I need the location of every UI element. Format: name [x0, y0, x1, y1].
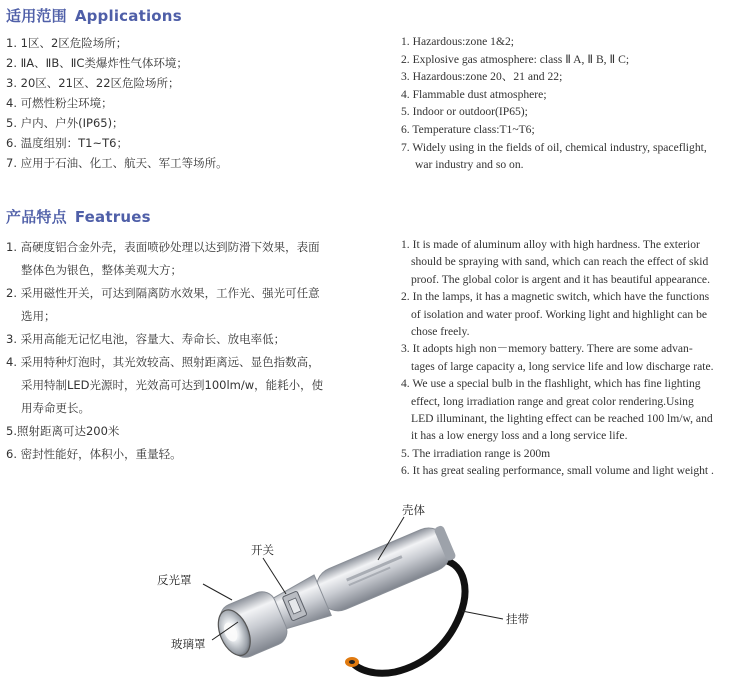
list-item-line: 3. It adopts high non－memory battery. There are some advan-	[401, 342, 693, 356]
list-item-line: 6. 密封性能好，体积小，重量轻。	[6, 447, 182, 461]
leader-line-reflector	[203, 584, 232, 600]
list-item-line: 1. 高硬度铝合金外壳，表面喷砂处理以达到防滑下效果，表面	[6, 240, 320, 254]
list-item-line: 5. The irradiation range is 200m	[401, 446, 551, 460]
features-title-en: Featrues	[74, 208, 151, 226]
list-item-line: 4. 采用特种灯泡时，其光效较高、照射距离远、显色指数高，	[6, 355, 320, 369]
list-item-line: 整体色为银色，整体美观大方；	[21, 263, 182, 277]
label-reflector: 反光罩	[157, 573, 192, 587]
list-item: 4. 可燃性粉尘环境；	[6, 96, 113, 110]
list-item-line: 4. We use a special bulb in the flashlight, which has fine lighting	[401, 377, 701, 391]
list-item: 3. 20区、21区、22区危险场所；	[6, 76, 180, 90]
label-switch: 开关	[251, 543, 274, 557]
list-item: 2. ⅡA、ⅡB、ⅡC类爆炸性气体环境；	[6, 56, 188, 70]
list-item-line: of isolation and water proof. Working light and highlight can be	[411, 307, 708, 321]
label-shell: 壳体	[402, 503, 425, 517]
list-item-line: should be spraying with sand, which can reach the effect of skid	[411, 255, 709, 269]
list-item-line: 选用；	[21, 309, 56, 323]
list-item: 5. Indoor or outdoor(IP65);	[401, 105, 528, 119]
list-item-line: war industry and so on.	[415, 158, 524, 172]
list-item-line: 5.照射距离可达200米	[6, 424, 120, 438]
applications-title-en: Applications	[74, 7, 182, 25]
list-item-line: it has a low energy loss and a long service life.	[411, 429, 628, 443]
list-item-line: LED illuminant, the lighting effect can be reached 100 lm/w, and	[411, 412, 713, 426]
list-item-line: 6. It has great sealing performance, small volume and light weight .	[401, 464, 714, 478]
list-item-line: 2. 采用磁性开关，可达到隔离防水效果，工作光、强光可任意	[6, 286, 320, 300]
list-item-line: 1. It is made of aluminum alloy with high hardness. The exterior	[401, 238, 700, 251]
list-item: 3. Hazardous:zone 20、21 and 22;	[401, 70, 563, 84]
list-item: 2. Explosive gas atmosphere: class Ⅱ A, Ⅱ B, Ⅱ C;	[401, 52, 630, 66]
list-item: 7. 应用于石油、化工、航天、军工等场所。	[6, 156, 228, 170]
list-item: 6. Temperature class:T1~T6;	[401, 122, 535, 136]
list-item-line: 7. Widely using in the fields of oil, chemical industry, spaceflight,	[401, 140, 707, 154]
label-strap: 挂带	[506, 612, 529, 626]
applications-title-cn: 适用范围	[6, 7, 67, 25]
list-item: 5. 户内、户外(IP65)；	[6, 116, 124, 130]
list-item: 1. Hazardous:zone 1&2;	[401, 35, 515, 48]
list-item-line: 2. In the lamps, it has a magnetic switch, which have the functions	[401, 290, 710, 304]
list-item-line: 采用特制LED光源时，光效高可达到100lm/w，能耗小，使	[21, 378, 324, 392]
flashlight-body	[210, 515, 460, 663]
list-item-line: 3. 采用高能无记忆电池，容量大、寿命长、放电率低；	[6, 332, 286, 346]
leader-line-strap	[462, 611, 503, 619]
list-item-line: tages of large capacity a, long service life and low discharge rate.	[411, 359, 714, 373]
list-item-line: proof. The global color is argent and it has beautiful appearance.	[411, 272, 710, 286]
list-item: 4. Flammable dust atmosphere;	[401, 87, 547, 101]
label-glass: 玻璃罩	[171, 637, 206, 651]
list-item-line: chose freely.	[411, 325, 470, 339]
leader-line-switch	[263, 558, 286, 594]
list-item-line: effect, long irradiation range and great color rendering.Using	[411, 394, 694, 408]
list-item: 6. 温度组别：T1~T6；	[6, 136, 128, 150]
list-item-line: 用寿命更长。	[21, 401, 90, 415]
list-item: 1. 1区、2区危险场所；	[6, 36, 128, 50]
features-title-cn: 产品特点	[6, 208, 67, 226]
